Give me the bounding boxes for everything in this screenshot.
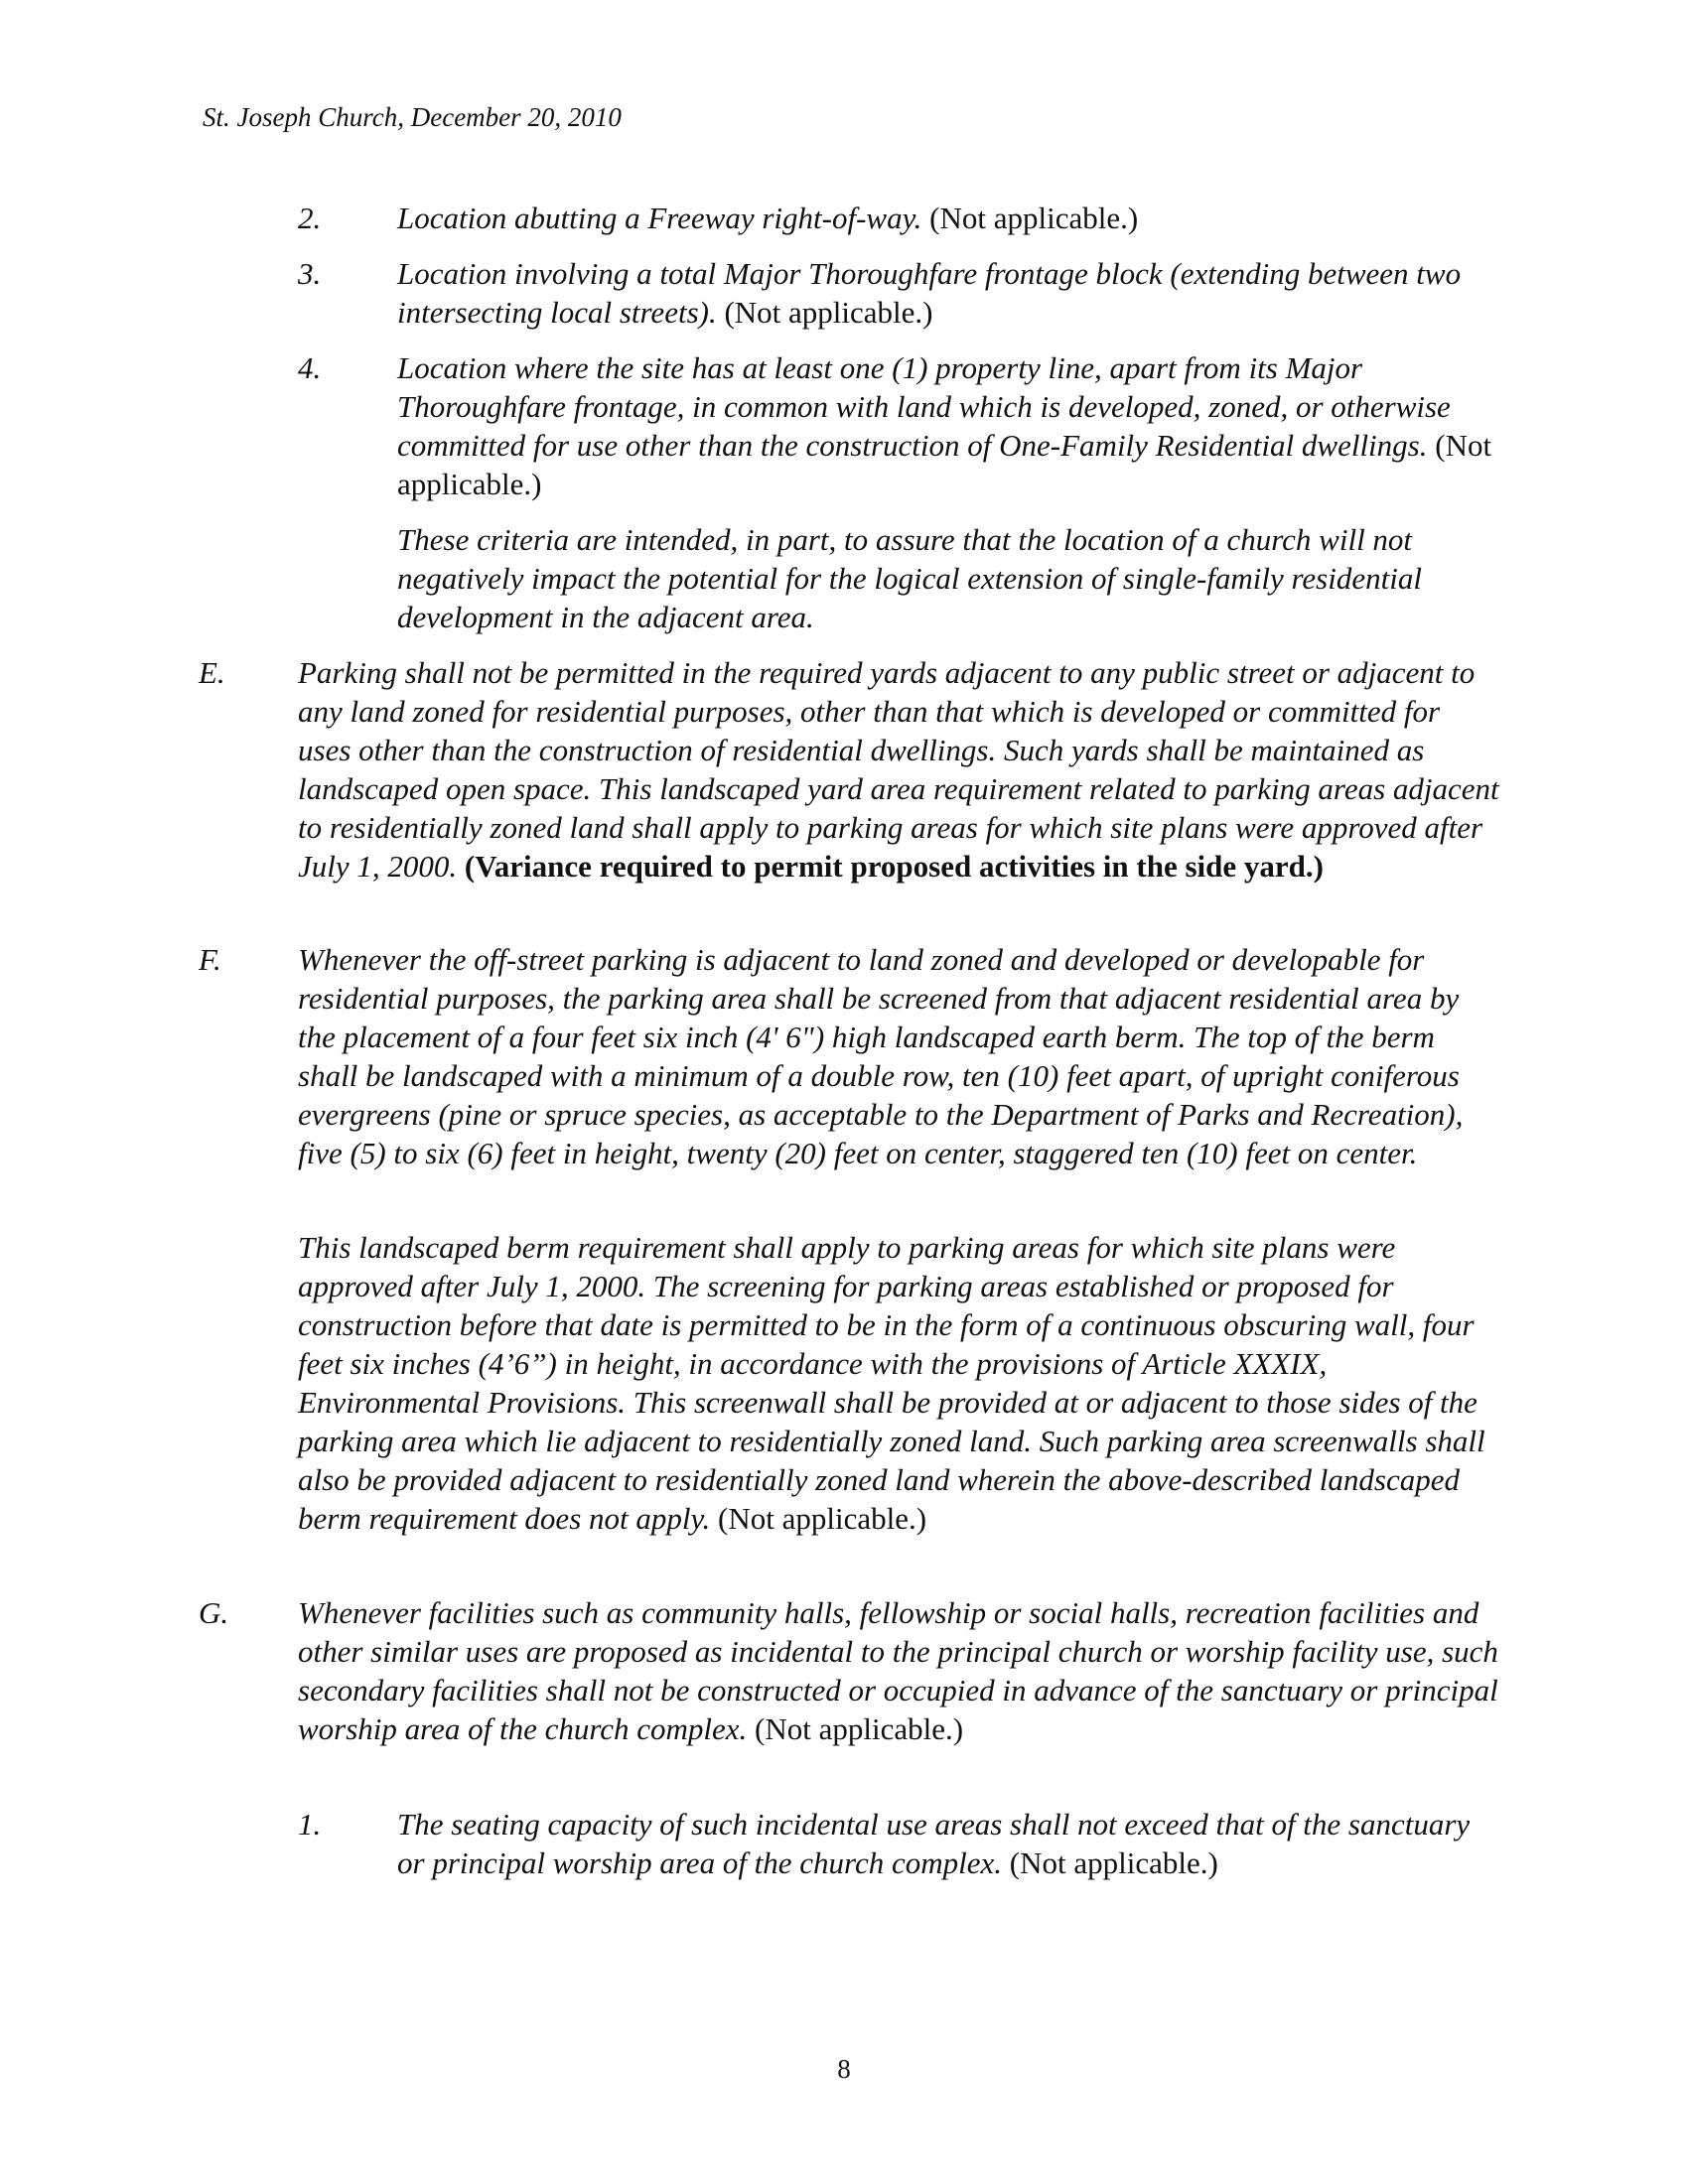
item-2-label: 2. xyxy=(298,201,322,235)
item-3-italic: Location involving a total Major Thoroughfare frontage block (extending between two intersecting local streets). xyxy=(397,256,1462,330)
section-e-variance: (Variance required to permit proposed activities in the side yard.) xyxy=(457,849,1324,884)
item-3-label: 3. xyxy=(298,256,322,291)
page-number: 8 xyxy=(837,2054,851,2084)
section-f-italic: Whenever the off-street parking is adjacent to land zoned and developed or developable for residential purposes, the parking area shall be screened from that adjacent residential area by the placement of a four feet six inch (4' 6") high landscaped earth berm. The top of the berm shall be landscaped with a minimum of a double row, ten (10) feet apart, of upright coniferous evergreens (pine or spruce species, as acceptable to the Department of Parks and Recreation), five (5) to six (6) feet in height, twenty (20) feet on center, staggered ten (10) feet on center. xyxy=(298,942,1464,1170)
section-g1-note: (Not applicable.) xyxy=(1002,1845,1218,1880)
section-e-label: E. xyxy=(199,655,225,690)
criteria-note-text: These criteria are intended, in part, to assure that the location of a church will not negatively impact the potential for the logical extension of single-family residential development in the adjacent area. xyxy=(397,522,1422,634)
section-f-para2 xyxy=(298,1228,1499,1538)
section-f-para2-note: (Not applicable.) xyxy=(710,1501,927,1536)
item-4-italic: Location where the site has at least one (1) property line, apart from its Major Thoroughfare frontage, in common with land which is developed, zoned, or otherwise committed for use other than the construction of One-Family Residential dwellings. xyxy=(397,350,1451,463)
section-e-text xyxy=(298,653,1499,886)
section-g1-text xyxy=(397,1805,1499,1882)
section-f-label: F. xyxy=(199,942,221,977)
item-4-label: 4. xyxy=(298,350,322,385)
section-g1-label: 1. xyxy=(298,1807,322,1842)
section-g-note: (Not applicable.) xyxy=(747,1711,964,1746)
section-f-para2-italic: This landscaped berm requirement shall apply to parking areas for which site plans were approved after July 1, 2000. The screening for parking areas established or proposed for construction before that date is permitted to be in the form of a continuous obscuring wall, four feet six inches (4’6”) in height, in accordance with the provisions of Article XXXIX, Environmental Provisions. This screenwall shall be provided at or adjacent to those sides of the parking area which lie adjacent to residentially zoned land. Such parking area screenwalls shall also be provided adjacent to residentially zoned land wherein the above-described landscaped berm requirement does not apply. xyxy=(298,1230,1485,1536)
section-g1-italic: The seating capacity of such incidental use areas shall not exceed that of the sanctuary or principal worship area of the church complex. xyxy=(397,1807,1471,1880)
item-4-note: (Not applicable.) xyxy=(397,428,1492,501)
running-header: St. Joseph Church, December 20, 2010 xyxy=(203,102,622,132)
item-4-text xyxy=(397,348,1499,503)
item-3-text xyxy=(397,254,1499,332)
item-2-italic: Location abutting a Freeway right-of-way. xyxy=(397,201,922,235)
section-g-italic: Whenever facilities such as community halls, fellowship or social halls, recreation facilities and other similar uses are proposed as incidental to the principal church or worship facility use, such secondary facilities shall not be constructed or occupied in advance of the sanctuary or principal worship area of the church complex. xyxy=(298,1595,1498,1746)
section-g-text xyxy=(298,1593,1499,1748)
section-e-italic: Parking shall not be permitted in the required yards adjacent to any public street or adjacent to any land zoned for residential purposes, other than that which is developed or committed for uses other than the construction of residential dwellings. Such yards shall be maintained as landscaped open space. This landscaped yard area requirement related to parking areas adjacent to residentially zoned land shall apply to parking areas for which site plans were approved after July 1, 2000. xyxy=(298,655,1499,884)
criteria-note xyxy=(397,520,1499,636)
section-g-label: G. xyxy=(199,1595,229,1630)
item-2-note: (Not applicable.) xyxy=(921,201,1139,235)
item-2-text xyxy=(397,199,1499,237)
item-3-note: (Not applicable.) xyxy=(716,295,933,330)
section-f-text xyxy=(298,940,1499,1172)
